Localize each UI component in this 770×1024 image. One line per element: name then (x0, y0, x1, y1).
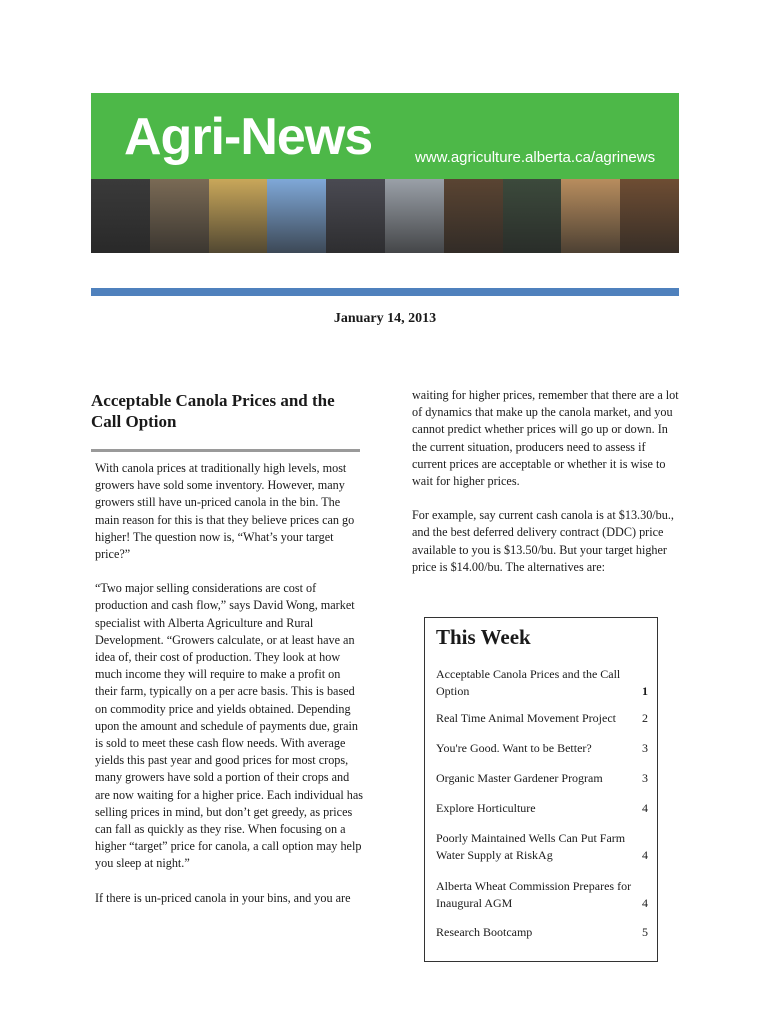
toc-item-title: Research Bootcamp (436, 925, 533, 939)
toc-item-title: You're Good. Want to be Better? (436, 741, 592, 755)
photo-strip (91, 179, 679, 253)
article-column-right (412, 387, 680, 593)
masthead-url: www.agriculture.alberta.ca/agrinews (415, 149, 656, 166)
toc-item[interactable] (436, 770, 648, 787)
photo-woman (561, 179, 620, 253)
masthead-banner (91, 93, 679, 253)
photo-lab-worker (503, 179, 562, 253)
toc-item-page: 4 (642, 801, 648, 815)
this-week-box (424, 617, 658, 962)
toc-item-page: 2 (642, 711, 648, 725)
toc-item-title: Alberta Wheat Commission Prepares for Inaugural AGM (436, 879, 632, 910)
toc-item[interactable] (436, 710, 648, 727)
toc-item[interactable] (436, 800, 648, 817)
toc-item[interactable] (436, 924, 648, 941)
article-paragraph: For example, say current cash canola is at $13.30/bu., and the best deferred delivery contract (DDC) price available to you is $13.50/bu. But your target higher price is $14.00/bu. The alternatives are: (412, 508, 674, 574)
article-paragraph: “Two major selling considerations are cost of production and cash flow,” says David Wong, market specialist with Alberta Agriculture and Rural Development. “Growers calculate, or at least have an idea of, their cost of production. They look at how much income they will require to make a profit on their farm, typically on a per acre basis. This is based on commodity price and yields obtained. Depending upon the amount and schedule of payments due, grain is sold to meet these cash flow needs. With average yields this past year and good prices for most crops, many growers have sold a portion of their crops and are now waiting for a higher price. Each individual has selling prices in mind, but don’t get greedy, as prices can fall as quickly as they rise. When focusing on a higher “target” price for canola, a call option may help you sleep at night.” (95, 581, 364, 871)
toc-item-page: 5 (642, 925, 648, 939)
article-paragraph: If there is un-priced canola in your bins, and you are (95, 890, 351, 905)
issue-date: January 14, 2013 (333, 311, 437, 326)
toc-item-page: 4 (642, 896, 648, 910)
photo-dairy-barn (91, 179, 150, 253)
toc-item-title: Poorly Maintained Wells Can Put Farm Water Supply at RiskAg (436, 831, 626, 862)
toc-item-page: 4 (642, 848, 648, 862)
toc-item-title: Real Time Animal Movement Project (436, 711, 616, 725)
toc-item-page: 3 (642, 771, 648, 785)
toc-item-page: 1 (642, 684, 648, 698)
header-divider (91, 288, 679, 296)
photo-greenhouse (385, 179, 444, 253)
photo-baked-goods (620, 179, 679, 253)
headline-divider (91, 449, 360, 452)
photo-lab-dish (444, 179, 503, 253)
brand-logo: Agri-News (124, 108, 373, 166)
article-column-left (95, 460, 365, 924)
toc-item[interactable] (436, 740, 648, 757)
toc-item-page: 3 (642, 741, 648, 755)
this-week-title: This Week (436, 625, 531, 649)
toc-item[interactable] (436, 878, 648, 912)
photo-barn-worker (326, 179, 385, 253)
toc-item[interactable] (436, 830, 648, 864)
photo-rancher-sky (267, 179, 326, 253)
photo-farmer (150, 179, 209, 253)
article-paragraph: With canola prices at traditionally high levels, most growers have sold some inventory. However, many growers still have un-priced canola in the bin. The main reason for this is that they believe prices can go higher! The question now is, “What’s your target price?” (95, 461, 355, 562)
article-paragraph: waiting for higher prices, remember that there are a lot of dynamics that make up the canola market, and you cannot predict whether prices will go up or down. In the current situation, producers need to assess if current prices are acceptable or whether it is wise to wait for higher prices. (412, 388, 679, 489)
photo-wheat-field (209, 179, 268, 253)
article-headline: Acceptable Canola Prices and the Call Option (91, 391, 335, 431)
toc-item-title: Organic Master Gardener Program (436, 771, 603, 785)
toc-item[interactable] (436, 666, 648, 700)
toc-item-title: Explore Horticulture (436, 801, 536, 815)
toc-item-title: Acceptable Canola Prices and the Call Option (436, 667, 621, 698)
